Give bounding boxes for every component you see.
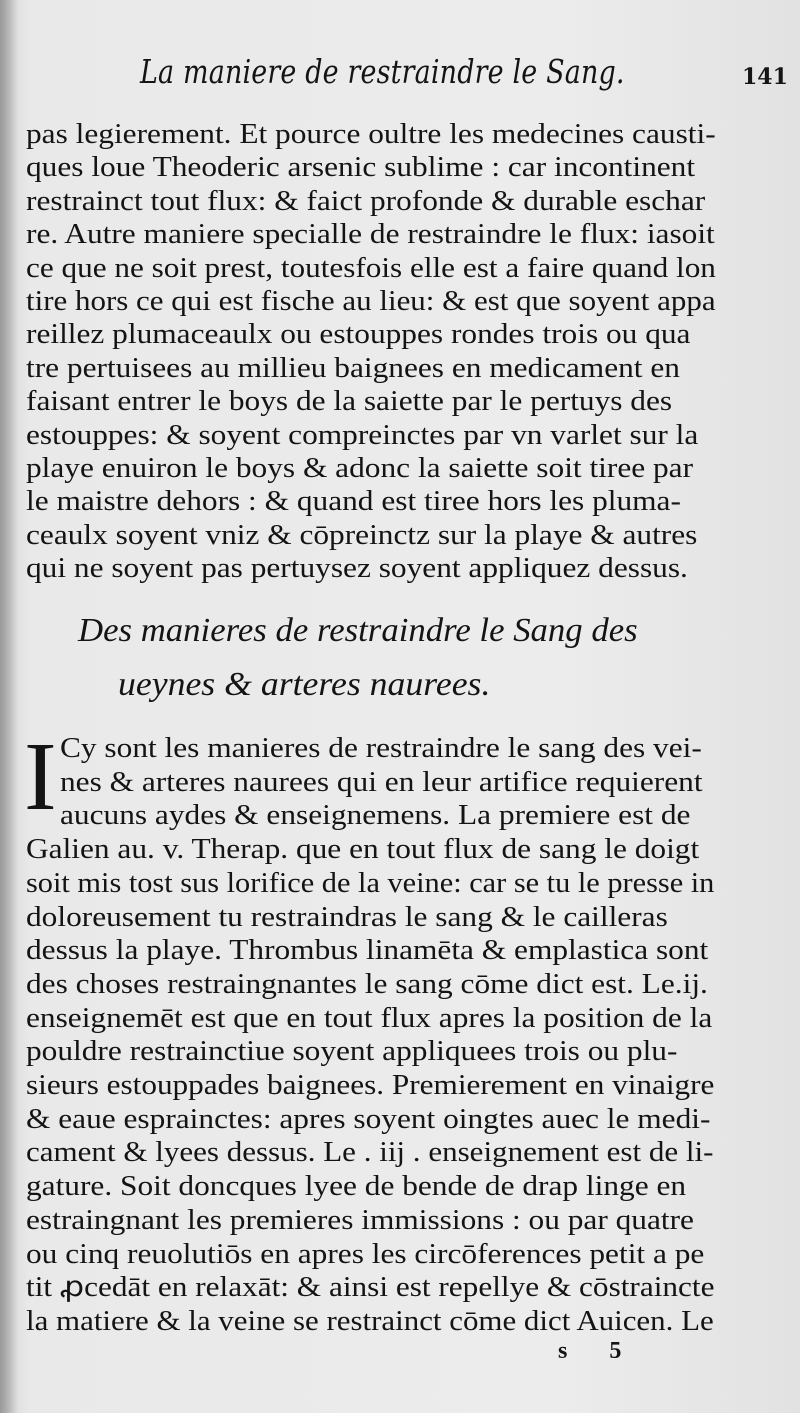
text-line: tre pertuisees au millieu baignees en medicament en [26, 352, 680, 384]
text-line: dessus la playe. Thrombus linamēta & emplastica sont [26, 935, 709, 967]
text-line: pas legierement. Et pource oultre les medecines causti- [26, 119, 716, 150]
text-line: doloreusement tu restraindras le sang & le cailleras [26, 901, 668, 933]
text-line: faisant entrer le boys de la saiette par le pertuys des [26, 386, 673, 418]
text-line: restrainct tout flux: & faict profonde & durable eschar [26, 185, 706, 217]
text-line: Cy sont les manieres de restraindre le sang des vei- [60, 733, 702, 764]
text-line: la matiere & la veine se restrainct cōme dict Auicen. Le [26, 1305, 714, 1337]
text-line: aucuns aydes & enseignemens. La premiere est de [60, 800, 691, 832]
text-line: re. Autre maniere specialle de restraindre le flux: iasoit [26, 219, 715, 251]
text-line: soit mis tost sus lorifice de la veine: car se tu le presse in [26, 867, 715, 899]
text-line: cament & lyees dessus. Le . iij . enseignement est de li- [26, 1137, 714, 1169]
text-line: gature. Soit doncques lyee de bende de drap linge en [26, 1171, 687, 1203]
text-line: ceaulx soyent vniz & cōpreinctz sur la playe & autres [26, 519, 698, 551]
page-number: 141 [742, 64, 788, 90]
text-line: Galien au. v. Therap. que en tout flux de sang le doigt [26, 834, 700, 866]
section-heading-line-1: Des manieres de restraindre le Sang des [78, 612, 638, 649]
text-line: enseignemēt est que en tout flux apres la position de la [26, 1002, 713, 1034]
text-line: reillez plumaceaulx ou estouppes rondes trois ou qua [26, 319, 691, 351]
drop-cap-initial: I [24, 723, 57, 831]
text-line: ou cinq reuolutiōs en apres les circōferences petit a pe [26, 1238, 705, 1270]
text-line: estraingnant les premieres immissions : ou par quatre [26, 1204, 694, 1236]
text-line: tire hors ce qui est fische au lieu: & est que soyent appa [26, 286, 716, 317]
text-line: pouldre restrainctiue soyent appliquees trois ou plu- [26, 1036, 678, 1068]
text-line: & eaue esprainctes: apres soyent oingtes auec le medi- [26, 1103, 711, 1135]
text-line: nes & arteres naurees qui en leur artifice requierent [60, 766, 703, 798]
text-line: des choses restraingnantes le sang cōme dict est. Le.ij. [26, 968, 708, 1000]
text-line: sieurs estouppades baignees. Premierement en vinaigre [26, 1070, 715, 1101]
text-line: playe enuiron le boys & adonc la saiette soit tiree par [26, 453, 694, 484]
text-line: tit ꝓcedāt en relaxāt: & ainsi est repellye & cōstraincte [26, 1272, 715, 1304]
signature-mark: s 5 [558, 1338, 640, 1364]
section-heading-line-2: ueynes & arteres naurees. [118, 666, 491, 703]
text-line: qui ne soyent pas pertuysez soyent appliquez dessus. [26, 553, 688, 585]
gutter-shadow [0, 0, 18, 1413]
running-head: La maniere de restraindre le Sang. [140, 52, 625, 91]
text-line: ce que ne soit prest, toutesfois elle est a faire quand lon [26, 252, 716, 284]
text-line: le maistre dehors : & quand est tiree hors les pluma- [26, 486, 681, 518]
text-line: estouppes: & soyent compreinctes par vn varlet sur la [26, 419, 699, 451]
text-line: ques loue Theoderic arsenic sublime : car incontinent [26, 152, 696, 184]
